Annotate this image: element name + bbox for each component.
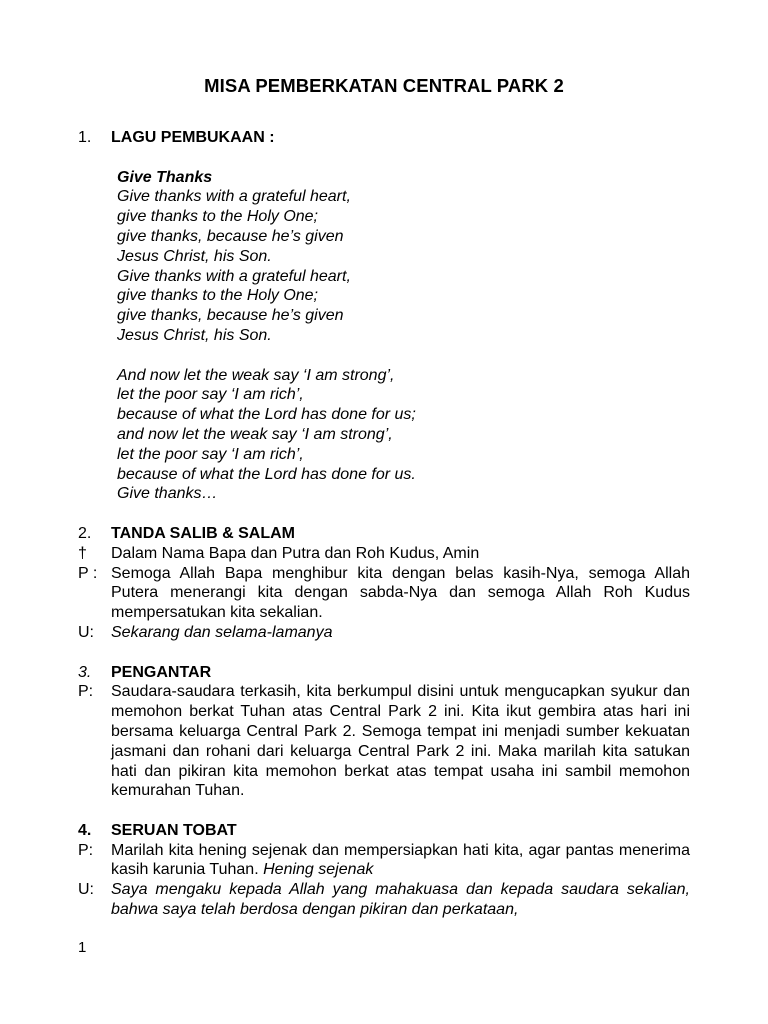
priest-line — [78, 682, 690, 801]
lyric-line: and now let the weak say ‘I am strong’, — [117, 425, 393, 443]
spacer — [78, 801, 690, 821]
people-line — [78, 623, 690, 643]
spacer — [78, 148, 690, 168]
cross-text: Dalam Nama Bapa dan Putra dan Roh Kudus, Amin — [111, 544, 480, 562]
lyric-line: let the poor say ‘I am rich’, — [117, 445, 304, 463]
section-heading: SERUAN TOBAT — [111, 821, 237, 839]
priest-text-block — [111, 841, 690, 881]
section-2-heading — [78, 524, 690, 544]
lyric-line: Give thanks… — [117, 485, 218, 503]
document-title: MISA PEMBERKATAN CENTRAL PARK 2 — [204, 75, 564, 96]
lyric-line: give thanks, because he’s given — [117, 227, 344, 245]
lyric-line: And now let the weak say ‘I am strong’, — [117, 366, 395, 384]
section-number: 1. — [78, 129, 92, 146]
spacer — [78, 643, 690, 663]
lyric-line: give thanks to the Holy One; — [117, 208, 318, 226]
people-text: Saya mengaku kepada Allah yang mahakuasa dan kepada saudara sekalian, bahwa saya telah berdosa dengan pikiran dan perkataan, — [111, 881, 690, 919]
section-heading: TANDA SALIB & SALAM — [111, 524, 295, 542]
section-3-heading — [78, 663, 690, 683]
lyric-line: Give thanks with a grateful heart, — [117, 188, 351, 206]
speaker-marker: P: — [78, 683, 94, 701]
lyric-line: because of what the Lord has done for us; — [117, 406, 416, 424]
spacer — [78, 504, 690, 524]
lyric-line: Jesus Christ, his Son. — [117, 247, 272, 265]
speaker-marker: P: — [78, 841, 94, 859]
section-1-heading — [78, 128, 690, 148]
speaker-marker: U: — [78, 881, 94, 899]
spacer — [117, 346, 690, 366]
priest-text: Semoga Allah Bapa menghibur kita dengan belas kasih-Nya, semoga Allah Putera menerangi kita dengan sabda-Nya dan semoga Allah Roh Kudus mempersatukan kita sekalian. — [111, 564, 690, 622]
section-number: 3. — [78, 663, 92, 681]
lyric-line: Jesus Christ, his Son. — [117, 326, 272, 344]
speaker-marker: U: — [78, 623, 94, 641]
section-number: 4. — [78, 821, 92, 839]
speaker-marker: P : — [78, 564, 98, 582]
instruction-text: Hening sejenak — [263, 861, 374, 879]
priest-text: Saudara-saudara terkasih, kita berkumpul disini untuk mengucapkan syukur dan memohon berkat Tuhan atas Central Park 2 ini. Kita ikut gembira atas hari ini bersama keluarga Central Park 2. Semoga tempat ini menjadi sumber kekuatan jasmani dan rohani dari keluarga Central Park 2 ini. Maka marilah kita satukan hati dan pikiran kita memohon berkat atas tempat usaha ini sambil memohon kemurahan Tuhan. — [111, 683, 690, 800]
page-number: 1 — [78, 939, 87, 956]
document-body — [78, 128, 690, 920]
lyric-line: Give thanks with a grateful heart, — [117, 267, 351, 285]
lyric-line: let the poor say ‘I am rich’, — [117, 386, 304, 404]
section-heading: LAGU PEMBUKAAN : — [111, 129, 275, 146]
lyric-line: give thanks to the Holy One; — [117, 287, 318, 305]
priest-line — [78, 841, 690, 881]
priest-line — [78, 564, 690, 623]
section-number: 2. — [78, 524, 92, 542]
section-heading: PENGANTAR — [111, 663, 212, 681]
section-4-heading — [78, 821, 690, 841]
priest-text: Marilah kita hening sejenak dan mempersiapkan hati kita, agar pantas menerima kasih karunia Tuhan. — [111, 841, 690, 879]
cross-icon: † — [78, 544, 87, 562]
people-text: Sekarang dan selama-lamanya — [111, 623, 333, 641]
cross-line — [78, 544, 690, 564]
song-title: Give Thanks — [117, 168, 213, 186]
people-line — [78, 880, 690, 920]
song-lyrics — [117, 168, 690, 505]
lyric-line: give thanks, because he’s given — [117, 307, 344, 325]
lyric-line: because of what the Lord has done for us. — [117, 465, 416, 483]
